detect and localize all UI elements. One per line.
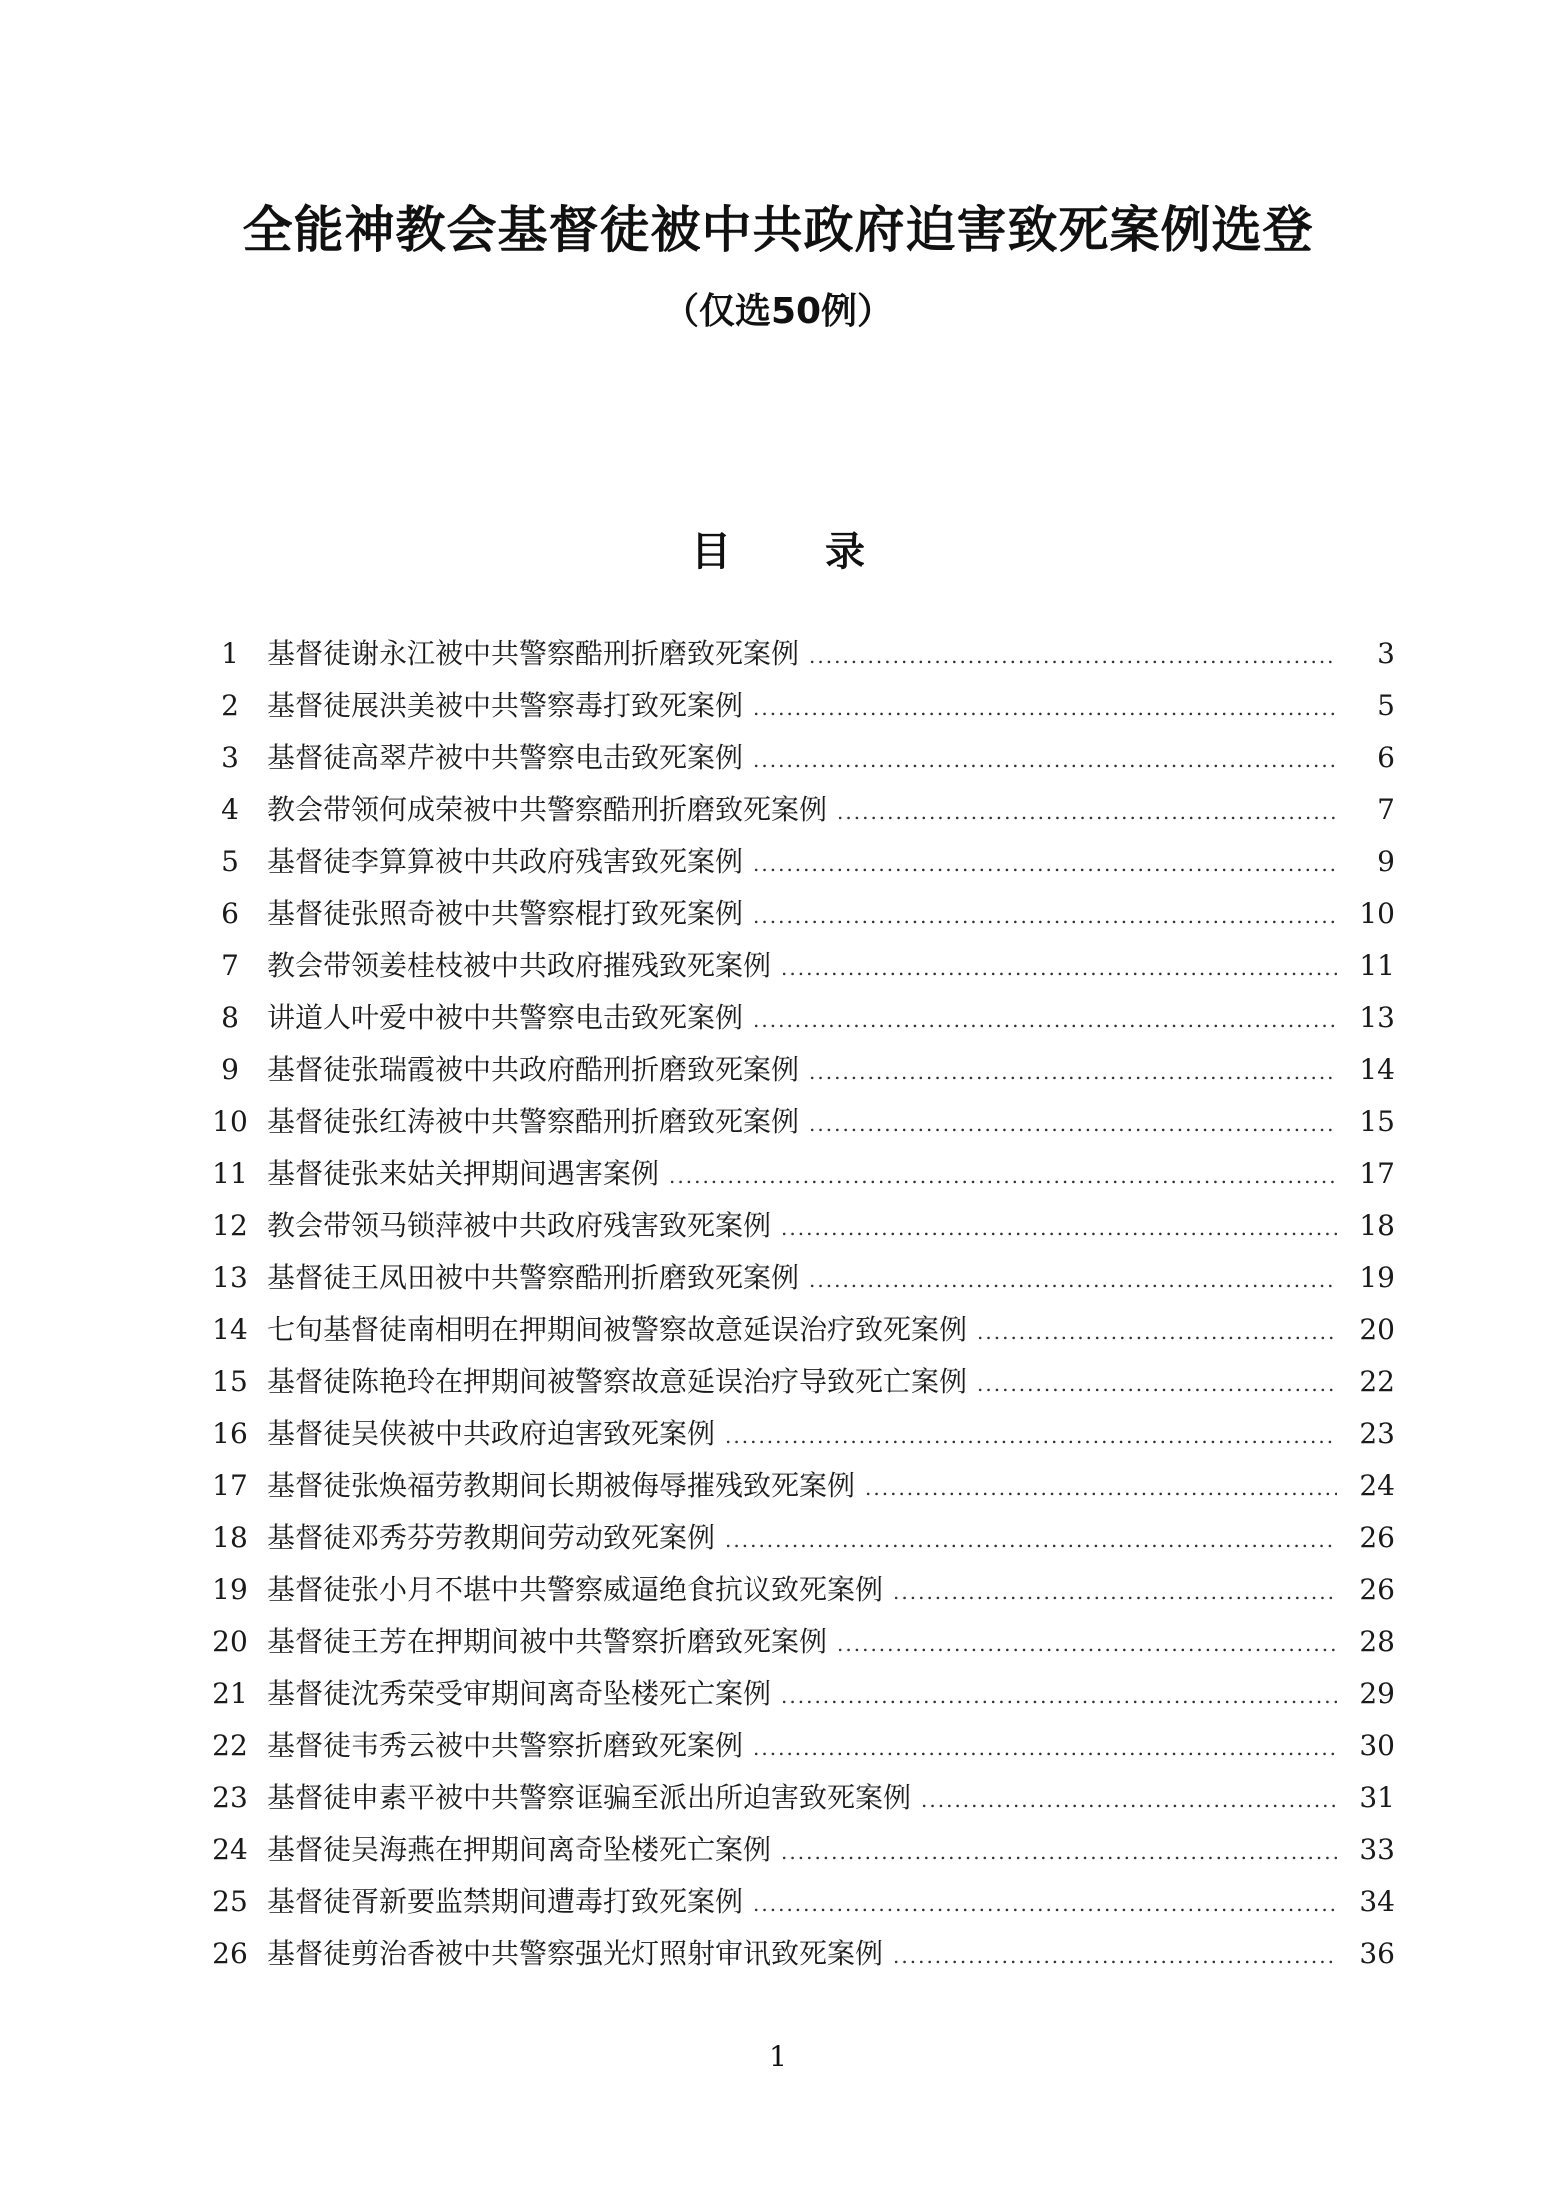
toc-dot-leader [977,1372,1337,1396]
toc-dot-leader [753,1892,1337,1916]
toc-entry-number: 14 [212,1313,248,1346]
toc-dot-leader [753,852,1337,876]
toc-dot-leader [753,904,1337,928]
toc-entry-page: 22 [1359,1365,1395,1398]
toc-dot-leader [893,1580,1337,1604]
toc-entry[interactable] [195,1568,1395,1620]
toc-entry-page: 17 [1359,1157,1395,1190]
toc-dot-leader [753,748,1337,772]
toc-dot-leader [865,1476,1337,1500]
toc-entry-number: 17 [212,1469,248,1502]
toc-entry-number: 2 [221,689,239,722]
toc-entry[interactable] [195,1308,1395,1360]
toc-entry-number: 25 [212,1885,248,1918]
toc-entry-number: 8 [221,1001,239,1034]
toc-entry[interactable] [195,736,1395,788]
toc-heading: 目 录 [691,529,905,575]
toc-entry-title: 基督徒申素平被中共警察诓骗至派出所迫害致死案例 [267,1781,912,1814]
toc-entry-title: 基督徒张红涛被中共警察酷刑折磨致死案例 [267,1105,800,1138]
toc-dot-leader [781,1216,1337,1240]
toc-entry[interactable] [195,892,1395,944]
toc-dot-leader [977,1320,1337,1344]
toc-entry[interactable] [195,1672,1395,1724]
toc-entry-title: 基督徒张瑞霞被中共政府酷刑折磨致死案例 [267,1053,800,1086]
toc-entry-page: 11 [1359,949,1395,982]
toc-dot-leader [809,1112,1337,1136]
toc-entry-number: 21 [212,1677,248,1710]
toc-entry-page: 30 [1359,1729,1395,1762]
toc-entry-number: 6 [221,897,239,930]
toc-entry[interactable] [195,632,1395,684]
toc-entry[interactable] [195,840,1395,892]
toc-entry-title: 七旬基督徒南相明在押期间被警察故意延误治疗致死案例 [267,1313,968,1346]
toc-entry[interactable] [195,684,1395,736]
toc-entry-page: 15 [1359,1105,1395,1138]
toc-entry-page: 9 [1377,845,1395,878]
toc-entry-page: 6 [1377,741,1395,774]
toc-entry-page: 20 [1359,1313,1395,1346]
toc-entry-page: 23 [1359,1417,1395,1450]
toc-entry-title: 基督徒张来姑关押期间遇害案例 [267,1157,660,1190]
toc-entry-number: 7 [221,949,239,982]
toc-entry-number: 12 [212,1209,248,1242]
toc-dot-leader [837,1632,1337,1656]
toc-entry[interactable] [195,1464,1395,1516]
toc-entry[interactable] [195,1412,1395,1464]
table-of-contents [195,632,1395,1984]
toc-entry-page: 33 [1359,1833,1395,1866]
toc-entry-title: 基督徒邓秀芬劳教期间劳动致死案例 [267,1521,716,1554]
toc-entry[interactable] [195,1256,1395,1308]
toc-entry-number: 9 [221,1053,239,1086]
toc-entry-page: 26 [1359,1521,1395,1554]
toc-entry[interactable] [195,944,1395,996]
toc-entry-number: 20 [212,1625,248,1658]
toc-dot-leader [669,1164,1337,1188]
toc-entry-number: 1 [221,637,239,670]
toc-entry[interactable] [195,1360,1395,1412]
toc-entry-page: 19 [1359,1261,1395,1294]
toc-entry-title: 讲道人叶爱中被中共警察电击致死案例 [267,1001,744,1034]
toc-entry-title: 基督徒胥新要监禁期间遭毒打致死案例 [267,1885,744,1918]
toc-entry-number: 19 [212,1573,248,1606]
toc-entry-title: 教会带领姜桂枝被中共政府摧残致死案例 [267,949,772,982]
toc-entry-title: 基督徒王芳在押期间被中共警察折磨致死案例 [267,1625,828,1658]
toc-entry-page: 7 [1377,793,1395,826]
toc-entry-number: 18 [212,1521,248,1554]
toc-entry-title: 基督徒韦秀云被中共警察折磨致死案例 [267,1729,744,1762]
toc-dot-leader [809,1268,1337,1292]
toc-entry-page: 31 [1359,1781,1395,1814]
toc-entry-page: 34 [1359,1885,1395,1918]
toc-entry-title: 基督徒吴海燕在押期间离奇坠楼死亡案例 [267,1833,772,1866]
toc-entry-title: 基督徒张照奇被中共警察棍打致死案例 [267,897,744,930]
toc-dot-leader [725,1424,1337,1448]
toc-entry-title: 基督徒张焕福劳教期间长期被侮辱摧残致死案例 [267,1469,856,1502]
document-title: 全能神教会基督徒被中共政府迫害致死案例选登 [242,201,1314,259]
toc-entry-number: 4 [221,793,239,826]
toc-entry[interactable] [195,1776,1395,1828]
toc-entry-number: 16 [212,1417,248,1450]
toc-entry-title: 基督徒展洪美被中共警察毒打致死案例 [267,689,744,722]
toc-entry[interactable] [195,1516,1395,1568]
page-number: 1 [769,2040,787,2073]
toc-entry[interactable] [195,1724,1395,1776]
toc-entry-number: 15 [212,1365,248,1398]
toc-dot-leader [753,1736,1337,1760]
toc-entry-page: 10 [1359,897,1395,930]
toc-dot-leader [809,644,1337,668]
toc-entry-number: 24 [212,1833,248,1866]
toc-entry-page: 29 [1359,1677,1395,1710]
toc-entry-title: 教会带领何成荣被中共警察酷刑折磨致死案例 [267,793,828,826]
toc-entry-title: 基督徒沈秀荣受审期间离奇坠楼死亡案例 [267,1677,772,1710]
toc-entry[interactable] [195,1100,1395,1152]
toc-entry[interactable] [195,1204,1395,1256]
toc-dot-leader [837,800,1337,824]
toc-entry[interactable] [195,1620,1395,1672]
toc-entry-number: 13 [212,1261,248,1294]
toc-entry-number: 23 [212,1781,248,1814]
toc-entry-title: 基督徒吴侠被中共政府迫害致死案例 [267,1417,716,1450]
toc-entry[interactable] [195,996,1395,1048]
toc-entry-page: 24 [1359,1469,1395,1502]
toc-dot-leader [781,1840,1337,1864]
toc-entry-page: 28 [1359,1625,1395,1658]
toc-entry-title: 教会带领马锁萍被中共政府残害致死案例 [267,1209,772,1242]
toc-dot-leader [753,696,1337,720]
toc-entry-title: 基督徒谢永江被中共警察酷刑折磨致死案例 [267,637,800,670]
toc-entry[interactable] [195,1152,1395,1204]
toc-dot-leader [753,1008,1337,1032]
toc-entry-page: 5 [1377,689,1395,722]
toc-entry-title: 基督徒剪治香被中共警察强光灯照射审讯致死案例 [267,1937,884,1970]
toc-entry-number: 5 [221,845,239,878]
toc-entry-page: 14 [1359,1053,1395,1086]
toc-entry-title: 基督徒李算算被中共政府残害致死案例 [267,845,744,878]
toc-entry[interactable] [195,1880,1395,1932]
toc-entry-page: 18 [1359,1209,1395,1242]
toc-entry-page: 13 [1359,1001,1395,1034]
toc-entry-title: 基督徒陈艳玲在押期间被警察故意延误治疗导致死亡案例 [267,1365,968,1398]
toc-entry-title: 基督徒张小月不堪中共警察威逼绝食抗议致死案例 [267,1573,884,1606]
toc-entry-number: 22 [212,1729,248,1762]
toc-dot-leader [893,1944,1337,1968]
toc-entry[interactable] [195,1048,1395,1100]
toc-entry-number: 11 [212,1157,248,1190]
toc-entry-page: 3 [1377,637,1395,670]
toc-entry-page: 26 [1359,1573,1395,1606]
toc-dot-leader [781,1684,1337,1708]
toc-entry-number: 3 [221,741,239,774]
toc-dot-leader [781,956,1337,980]
document-subtitle: （仅选50例） [662,291,894,332]
toc-entry-title: 基督徒高翠芹被中共警察电击致死案例 [267,741,744,774]
toc-entry-number: 10 [212,1105,248,1138]
toc-entry-page: 36 [1359,1937,1395,1970]
toc-dot-leader [921,1788,1337,1812]
toc-entry-title: 基督徒王凤田被中共警察酷刑折磨致死案例 [267,1261,800,1294]
toc-dot-leader [809,1060,1337,1084]
toc-dot-leader [725,1528,1337,1552]
toc-entry[interactable] [195,1932,1395,1984]
toc-entry[interactable] [195,1828,1395,1880]
toc-entry-number: 26 [212,1937,248,1970]
toc-entry[interactable] [195,788,1395,840]
